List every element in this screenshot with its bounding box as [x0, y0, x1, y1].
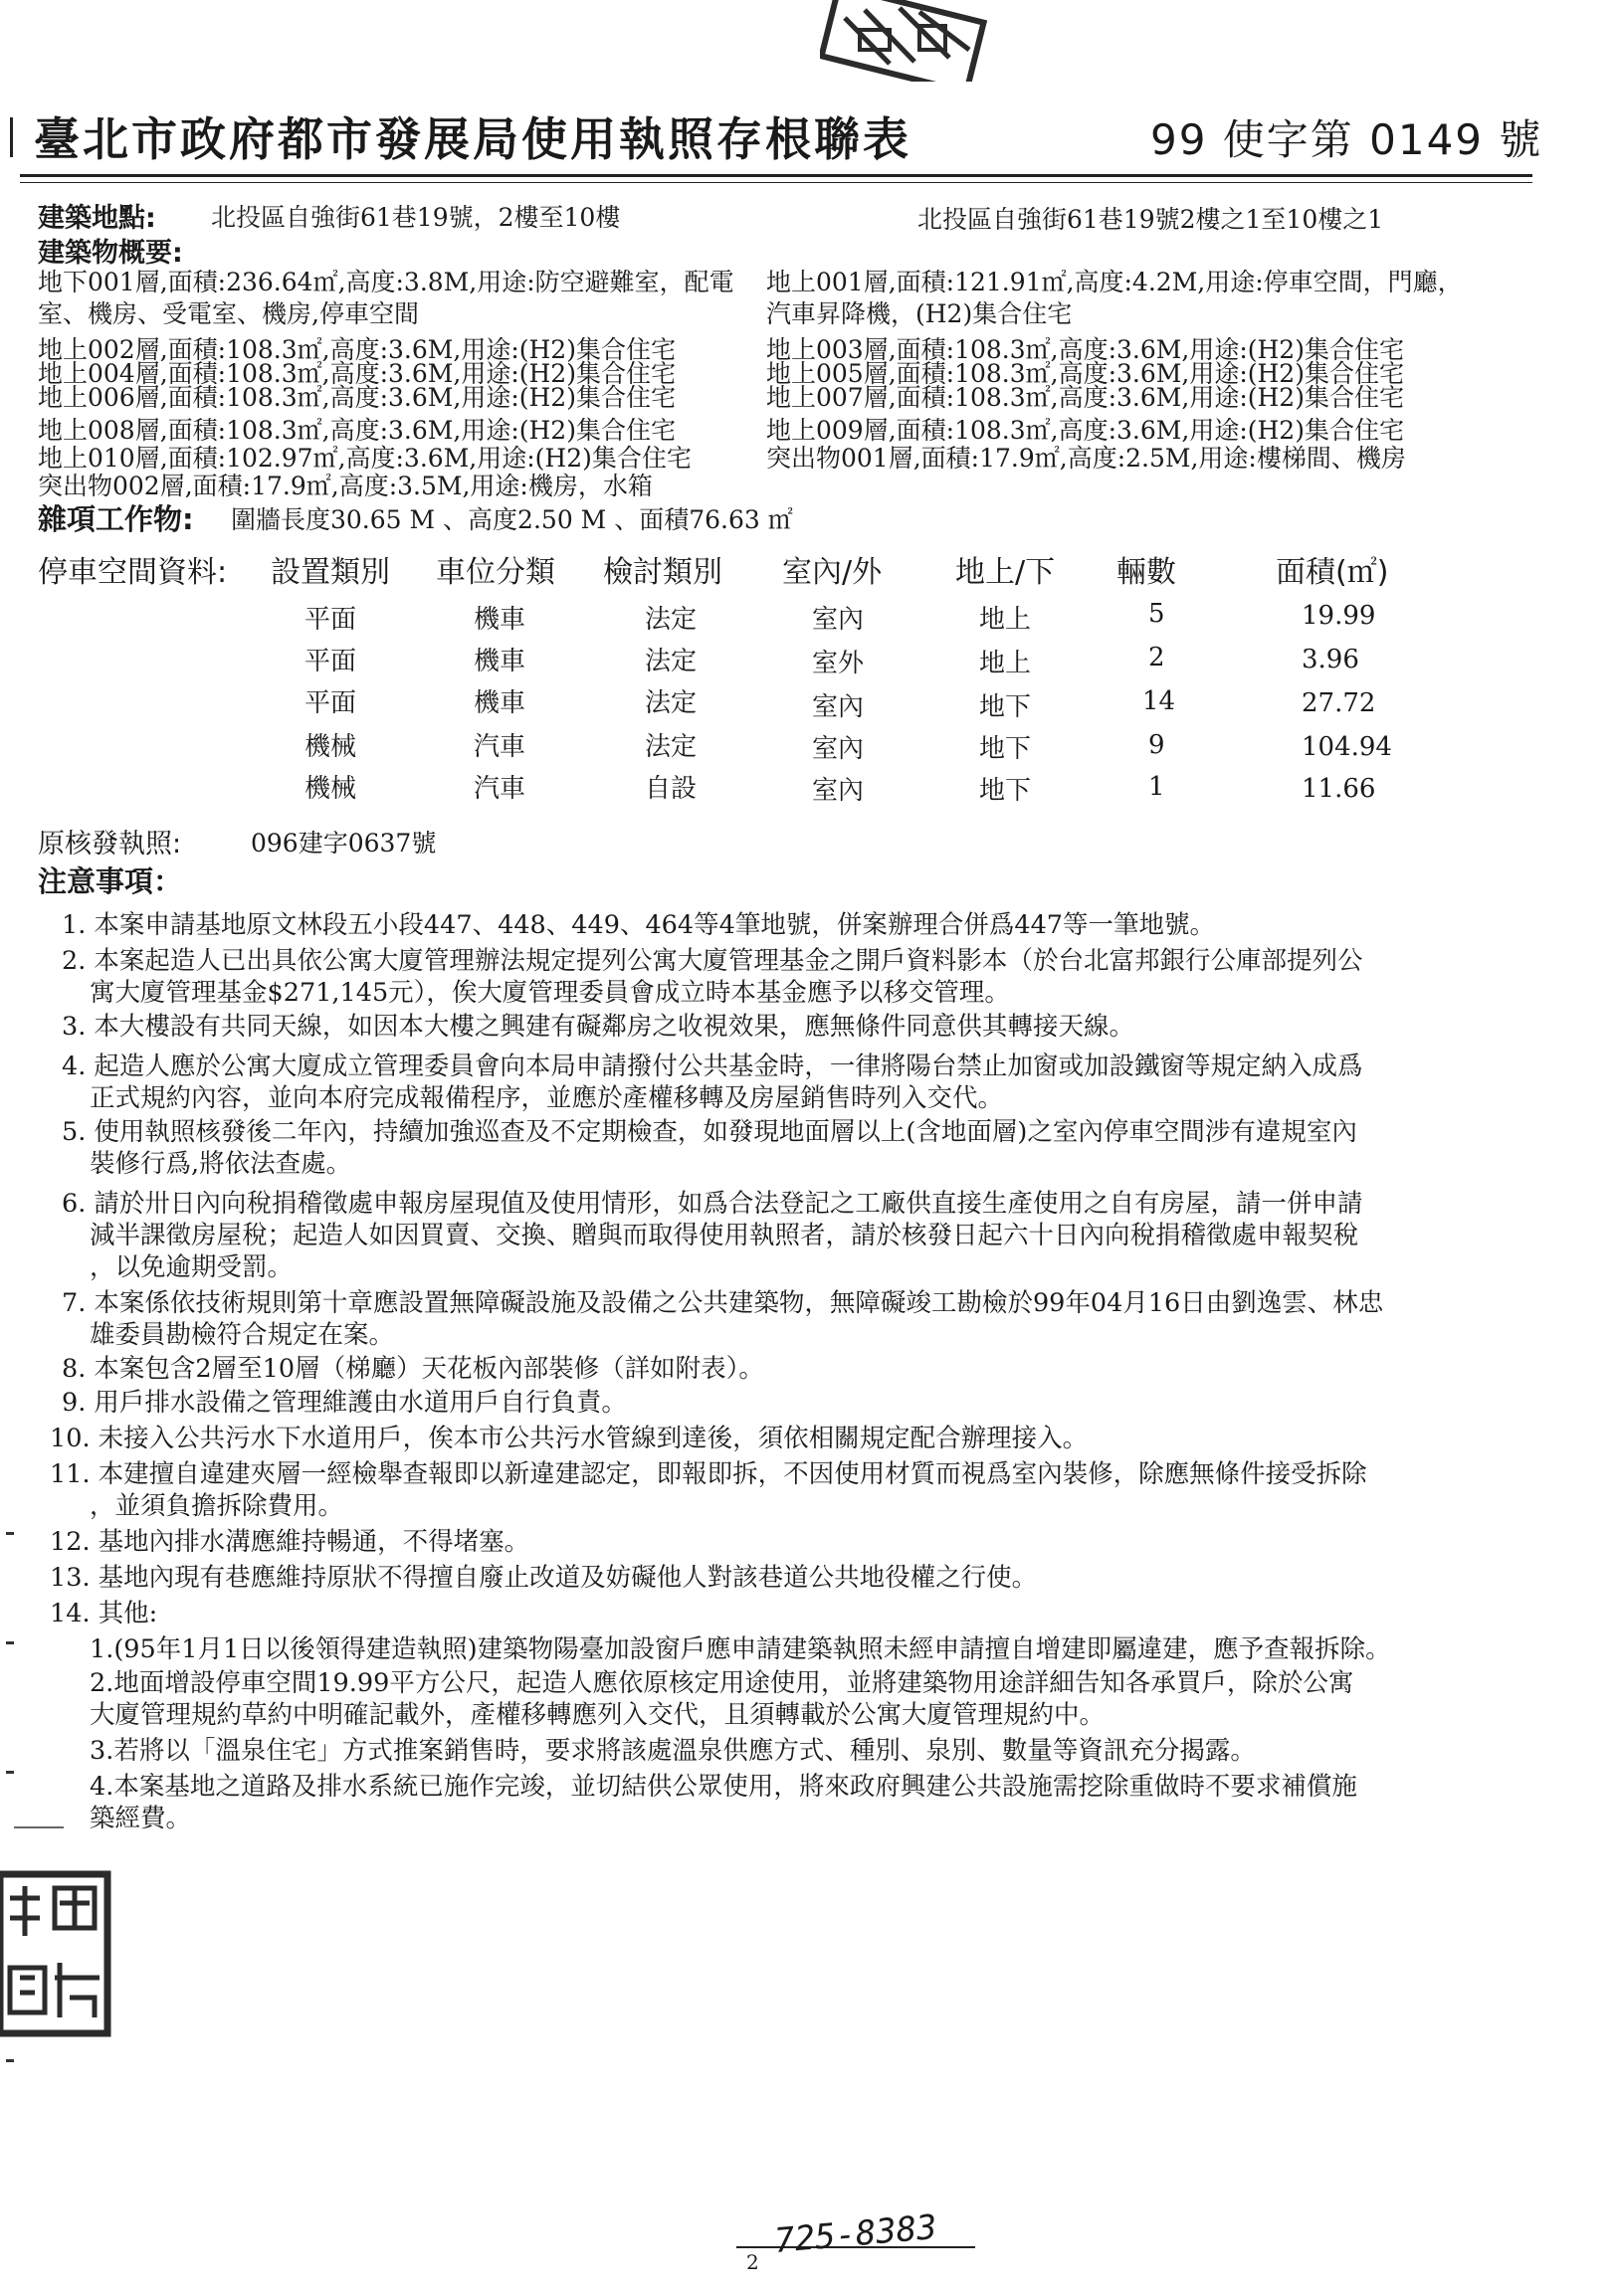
table-cell: 機車	[474, 647, 526, 676]
misc-value: 圍牆長度30.65 M 、高度2.50 M 、面積76.63 ㎡	[231, 505, 793, 534]
note-line: 12. 基地內排水溝應維持暢通，不得堵塞。	[50, 1527, 530, 1557]
table-cell: 平面	[304, 647, 357, 676]
table-cell: 機車	[474, 605, 526, 635]
original-permit-value: 096建字0637號	[251, 829, 437, 858]
note-line: 裝修行爲,將依法查處。	[90, 1149, 352, 1179]
location-value: 北投區自強街61巷19號，2樓至10樓	[211, 203, 621, 232]
note-line: 9. 用戶排水設備之管理維護由水道用戶自行負責。	[62, 1388, 627, 1418]
note-line: 寓大廈管理基金$271,145元），俟大廈管理委員會成立時本基金應予以移交管理。	[90, 978, 1010, 1008]
table-cell: 室內	[812, 776, 865, 806]
note-subitem: 3.若將以「溫泉住宅」方式推案銷售時，要求將該處溫泉供應方式、種別、泉別、數量等資訊充分揭露。	[90, 1736, 1256, 1766]
seal-stamp-top	[820, 0, 989, 82]
table-cell: 11.66	[1302, 774, 1376, 804]
note-line: 1. 本案申請基地原文林段五小段447、448、449、464等4筆地號，併案辦理合併爲447等一筆地號。	[62, 910, 1216, 940]
parking-label: 停車空間資料:	[38, 555, 228, 590]
summary-right-line: 突出物001層,面積:17.9㎡,高度:2.5M,用途:樓梯間、機房	[766, 444, 1406, 473]
table-cell: 地下	[979, 734, 1032, 764]
note-line: 2. 本案起造人已出具依公寓大廈管理辦法規定提列公寓大廈管理基金之開戶資料影本（於台北富邦銀行公庫部提列公	[62, 946, 1363, 976]
note-line: 13. 基地內現有巷應維持原狀不得擅自廢止改道及妨礙他人對該巷道公共地役權之行使。	[50, 1563, 1038, 1593]
document-title: 臺北市政府都市發展局使用執照存根聯表	[34, 112, 911, 166]
summary-left-line: 地下001層,面積:236.64㎡,高度:3.8M,用途:防空避難室，配電	[38, 268, 734, 296]
seal-stamp-left	[0, 1868, 111, 2037]
table-cell: 9	[1148, 730, 1165, 760]
table-cell: 室內	[812, 605, 865, 635]
note-line: 10. 未接入公共污水下水道用戶，俟本市公共污水管線到達後，須依相關規定配合辦理接入。	[50, 1424, 1089, 1453]
table-cell: 19.99	[1302, 601, 1376, 631]
document-number: 99 使字第 0149 號	[1150, 115, 1543, 164]
table-cell: 室內	[812, 734, 865, 764]
summary-left-line: 室、機房、受電室、機房,停車空間	[38, 299, 419, 328]
summary-left-line: 地上008層,面積:108.3㎡,高度:3.6M,用途:(H2)集合住宅	[38, 416, 676, 445]
header-divider-thin	[20, 182, 1532, 183]
misc-label: 雜項工作物:	[38, 502, 194, 536]
summary-right-line: 汽車昇降機，(H2)集合住宅	[766, 299, 1073, 328]
summary-left-line: 地上002層,面積:108.3㎡,高度:3.6M,用途:(H2)集合住宅	[38, 335, 676, 364]
parking-header-count: 輛數	[1116, 555, 1176, 590]
table-cell: 地上	[979, 605, 1032, 635]
table-cell: 地下	[979, 692, 1032, 722]
table-cell: 法定	[645, 647, 698, 676]
location-label: 建築地點:	[38, 203, 156, 234]
table-cell: 2	[1148, 643, 1165, 672]
table-cell: 27.72	[1302, 688, 1376, 718]
table-cell: 法定	[645, 605, 698, 635]
margin-tick	[6, 1771, 14, 1774]
note-line: 4. 起造人應於公寓大廈成立管理委員會向本局申請撥付公共基金時，一律將陽台禁止加窗或加設鐵窗等規定納入成爲	[62, 1052, 1363, 1081]
summary-left-line: 突出物002層,面積:17.9㎡,高度:3.5M,用途:機房，水箱	[38, 472, 653, 500]
note-line: 正式規約內容，並向本府完成報備程序，並應於產權移轉及房屋銷售時列入交代。	[90, 1083, 1004, 1113]
location-alt-address: 北投區自強街61巷19號2樓之1至10樓之1	[917, 205, 1384, 234]
page-number: 2	[746, 2250, 759, 2274]
summary-label: 建築物概要:	[38, 238, 183, 269]
table-cell: 平面	[304, 605, 357, 635]
table-cell: 機械	[304, 774, 357, 804]
margin-tick	[6, 1641, 14, 1644]
summary-right-line: 地上009層,面積:108.3㎡,高度:3.6M,用途:(H2)集合住宅	[766, 416, 1404, 445]
summary-left-line: 地上006層,面積:108.3㎡,高度:3.6M,用途:(H2)集合住宅	[38, 383, 676, 412]
summary-right-line: 地上005層,面積:108.3㎡,高度:3.6M,用途:(H2)集合住宅	[766, 359, 1404, 388]
summary-right-line: 地上003層,面積:108.3㎡,高度:3.6M,用途:(H2)集合住宅	[766, 335, 1404, 364]
header-divider	[20, 174, 1532, 177]
note-subitem: 2.地面增設停車空間19.99平方公尺，起造人應依原核定用途使用，並將建築物用途詳細告知各承買戶，除於公寓	[90, 1668, 1354, 1698]
note-line: 減半課徵房屋稅；起造人如因買賣、交換、贈與而取得使用執照者，請於核發日起六十日內向稅捐稽徵處申報契稅	[90, 1221, 1359, 1250]
parking-header-level: 地上/下	[955, 555, 1056, 590]
note-line: ，以免逾期受罰。	[90, 1252, 294, 1282]
table-cell: 地下	[979, 776, 1032, 806]
table-cell: 法定	[645, 688, 698, 718]
summary-left-line: 地上004層,面積:108.3㎡,高度:3.6M,用途:(H2)集合住宅	[38, 359, 676, 388]
note-line: 14. 其他:	[50, 1599, 158, 1628]
parking-header-indoor: 室內/外	[782, 555, 883, 590]
parking-header-area: 面積(㎡)	[1276, 555, 1389, 590]
note-line: 5. 使用執照核發後二年內，持續加強巡查及不定期檢查，如發現地面層以上(含地面層)之室內停車空間涉有違規室內	[62, 1117, 1357, 1147]
handwritten-number: 725-8383	[772, 2206, 939, 2262]
parking-header-vehicle: 車位分類	[436, 555, 555, 590]
table-cell: 5	[1148, 599, 1165, 629]
note-subitem: 4.本案基地之道路及排水系統已施作完竣，並切結供公眾使用，將來政府興建公共設施需挖除重做時不要求補償施	[90, 1772, 1357, 1802]
dotted-mark	[14, 1826, 64, 1828]
summary-left-line: 地上010層,面積:102.97㎡,高度:3.6M,用途:(H2)集合住宅	[38, 444, 692, 473]
margin-tick	[6, 2059, 14, 2062]
summary-right-line: 地上001層,面積:121.91㎡,高度:4.2M,用途:停車空間，門廳，	[766, 268, 1463, 296]
note-line: 7. 本案係依技術規則第十章應設置無障礙設施及設備之公共建築物，無障礙竣工勘檢於99年04月16日由劉逸雲、林忠	[62, 1288, 1384, 1318]
header-left-mark	[10, 117, 13, 157]
table-cell: 14	[1142, 686, 1176, 716]
note-line: 8. 本案包含2層至10層（梯廳）天花板內部裝修（詳如附表）。	[62, 1354, 764, 1384]
table-cell: 地上	[979, 649, 1032, 678]
table-cell: 法定	[645, 732, 698, 762]
note-subitem: 築經費。	[90, 1804, 192, 1833]
table-cell: 平面	[304, 688, 357, 718]
margin-tick	[6, 1532, 14, 1535]
table-cell: 室外	[812, 649, 865, 678]
parking-header-review: 檢討類別	[603, 555, 722, 590]
note-line: ，並須負擔拆除費用。	[90, 1491, 344, 1521]
table-cell: 1	[1148, 772, 1165, 802]
table-cell: 機車	[474, 688, 526, 718]
table-cell: 104.94	[1302, 732, 1392, 762]
note-line: 6. 請於卅日內向稅捐稽徵處申報房屋現值及使用情形，如爲合法登記之工廠供直接生產使用之自有房屋，請一併申請	[62, 1189, 1363, 1219]
note-subitem: 大廈管理規約草約中明確記載外，產權移轉應列入交代，且須轉載於公寓大廈管理規約中。	[90, 1700, 1106, 1730]
parking-header-type: 設置類別	[271, 555, 390, 590]
summary-right-line: 地上007層,面積:108.3㎡,高度:3.6M,用途:(H2)集合住宅	[766, 383, 1404, 412]
table-cell: 自設	[645, 774, 698, 804]
table-cell: 汽車	[474, 732, 526, 762]
note-line: 雄委員勘檢符合規定在案。	[90, 1320, 395, 1350]
table-cell: 室內	[812, 692, 865, 722]
table-cell: 汽車	[474, 774, 526, 804]
notes-label: 注意事項：	[38, 864, 183, 898]
note-line: 3. 本大樓設有共同天線，如因本大樓之興建有礙鄰房之收視效果，應無條件同意供其轉接天線。	[62, 1012, 1134, 1042]
table-cell: 機械	[304, 732, 357, 762]
table-cell: 3.96	[1302, 645, 1359, 674]
note-subitem: 1.(95年1月1日以後領得建造執照)建築物陽臺加設窗戶應申請建築執照未經申請擅自增建即屬違建，應予查報拆除。	[90, 1634, 1391, 1664]
original-permit-label: 原核發執照:	[38, 829, 182, 860]
note-line: 11. 本建擅自違建夾層一經檢舉查報即以新違建認定，即報即拆，不因使用材質而視爲室內裝修，除應無條件接受拆除	[50, 1459, 1367, 1489]
